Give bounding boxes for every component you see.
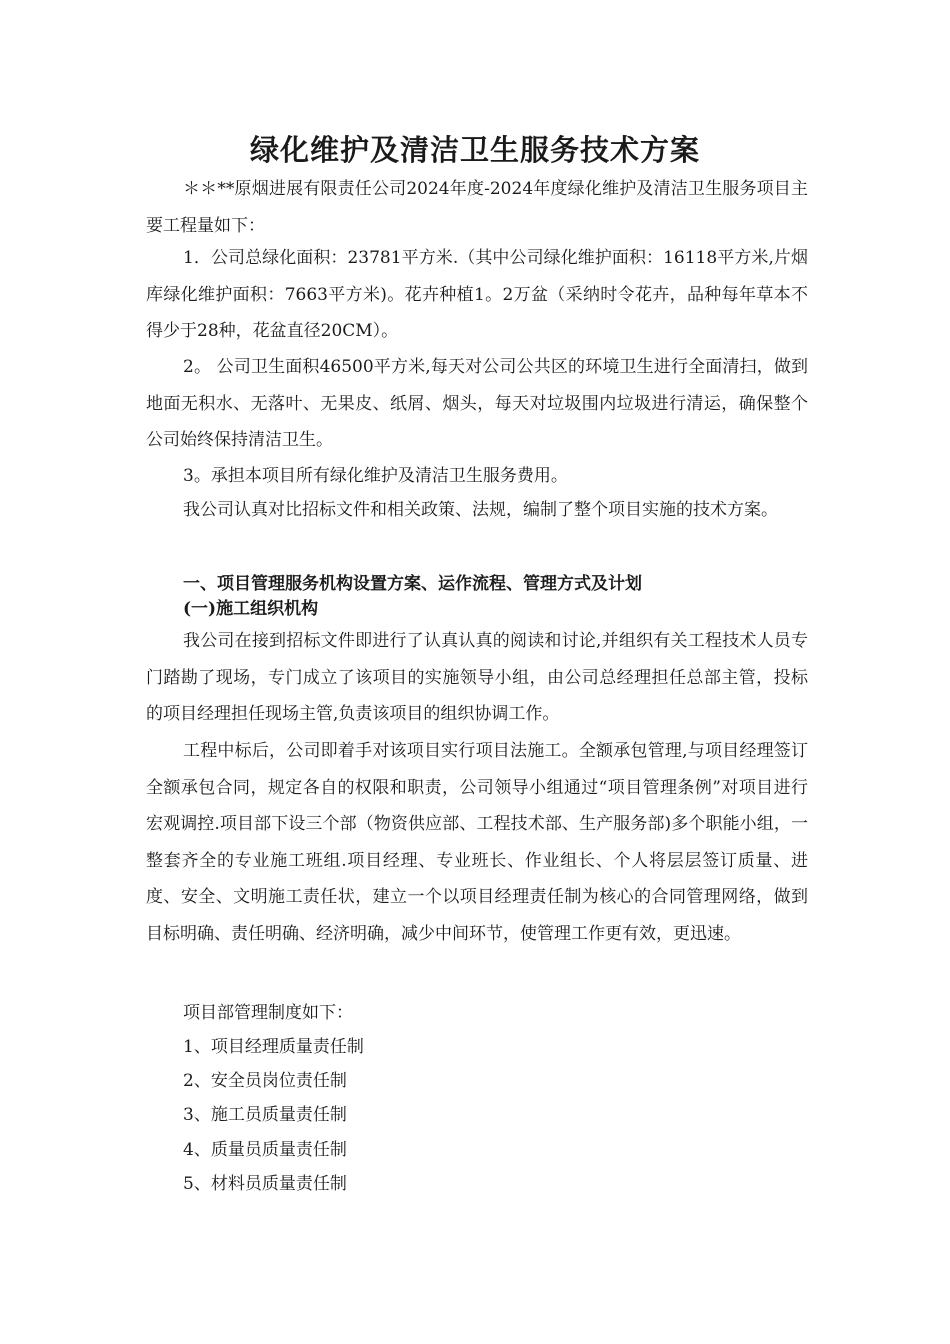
management-paragraph: 工程中标后，公司即着手对该项目实行项目法施工。全额承包管理,与项目经理签订全额承包合同，规定各自的权限和职责，公司领导小组通过“项目管理条例”对项目进行宏观调控.项目部下设三个部（物资供应部、工程技术部、生产服务部)多个职能小组，一整套齐全的专业施工班组.项目经理、专业班长、作业组长、个人将层层签订质量、进度、安全、文明施工责任状，建立一个以项目经理责任制为核心的合同管理网络，做到目标明确、责任明确、经济明确，减少中间环节，使管理工作更有效，更迅速。 bbox=[146, 741, 808, 944]
list-item: 2、安全员岗位责任制 bbox=[183, 1071, 347, 1091]
list-item: 1、项目经理质量责任制 bbox=[183, 1037, 364, 1057]
list-item: 3、施工员质量责任制 bbox=[183, 1105, 347, 1125]
workload-item-2: 2。 公司卫生面积46500平方米,每天对公司公共区的环境卫生进行全面清扫，做到地面无积水、无落叶、无果皮、纸屑、烟头，每天对垃圾围内垃圾进行清运，确保整个公司始终保持清洁卫生。 bbox=[146, 357, 808, 450]
subsection-heading: (一)施工组织机构 bbox=[183, 599, 319, 619]
rules-intro: 项目部管理制度如下： bbox=[183, 1003, 353, 1023]
list-item: 5、材料员质量责任制 bbox=[183, 1174, 347, 1194]
list-item: 4、质量员质量责任制 bbox=[183, 1140, 347, 1160]
document-title: 绿化维护及清洁卫生服务技术方案 bbox=[249, 133, 700, 167]
intro-paragraph: ＊＊**原烟进展有限责任公司2024年度-2024年度绿化维护及清洁卫生服务项目主要工程量如下： bbox=[146, 179, 808, 236]
section-heading: 一、项目管理服务机构设置方案、运作流程、管理方式及计划 bbox=[183, 574, 642, 594]
summary-paragraph: 我公司认真对比招标文件和相关政策、法规，编制了整个项目实施的技术方案。 bbox=[183, 500, 778, 520]
workload-item-3: 3。承担本项目所有绿化维护及清洁卫生服务费用。 bbox=[183, 466, 568, 486]
workload-item-1: 1．公司总绿化面积：23781平方米.（其中公司绿化维护面积：16118平方米,片烟库绿化维护面积：7663平方米)。花卉种植1。2万盆（采纳时令花卉，品种每年草本不得少于28种，花盆直径20CM）。 bbox=[146, 248, 808, 341]
organization-paragraph: 我公司在接到招标文件即进行了认真认真的阅读和讨论,并组织有关工程技术人员专门踏勘了现场，专门成立了该项目的实施领导小组，由公司总经理担任总部主管，投标的项目经理担任现场主管,负责该项目的组织协调工作。 bbox=[146, 631, 808, 724]
